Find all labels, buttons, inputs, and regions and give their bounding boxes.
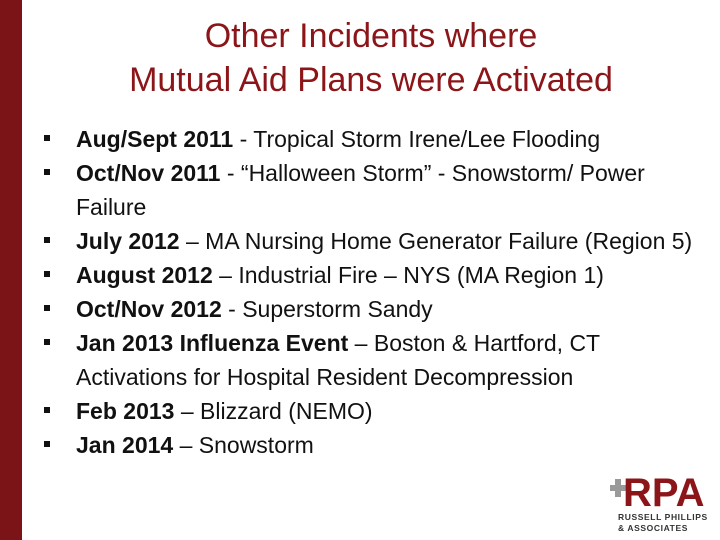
list-item <box>44 326 710 394</box>
list-item <box>44 122 710 156</box>
item-date: Jan 2013 Influenza Event <box>76 330 349 356</box>
bullet-list <box>44 122 710 462</box>
item-date: July 2012 <box>76 228 180 254</box>
item-date: Aug/Sept 2011 <box>76 126 234 152</box>
item-date: Oct/Nov 2011 <box>76 160 221 186</box>
item-date: Feb 2013 <box>76 398 175 424</box>
item-date: Jan 2014 <box>76 432 174 458</box>
item-text: - Tropical Storm Irene/Lee Flooding <box>233 126 601 152</box>
logo-caption <box>618 512 708 534</box>
left-accent-bar <box>0 0 22 540</box>
bullet-square-icon <box>44 407 50 413</box>
item-date: August 2012 <box>76 262 213 288</box>
item-text: – Industrial Fire – NYS (MA Region 1) <box>212 262 604 288</box>
bullet-square-icon <box>44 339 50 345</box>
logo-caption-line-1: RUSSELL PHILLIPS <box>618 512 708 522</box>
bullet-square-icon <box>44 237 50 243</box>
item-text: – Boston & Hartford, CT Activations for Hospital Resident Decompression <box>76 330 600 390</box>
slide-title <box>22 14 720 102</box>
bullet-square-icon <box>44 271 50 277</box>
title-line-1: Other Incidents where <box>204 17 538 55</box>
company-logo <box>608 470 716 536</box>
list-item <box>44 292 710 326</box>
title-line-2: Mutual Aid Plans were Activated <box>129 61 613 99</box>
item-text: - “Halloween Storm” - Snowstorm/ Power Failure <box>76 160 645 220</box>
rpa-logo-icon <box>608 470 716 510</box>
item-text: – MA Nursing Home Generator Failure (Region 5) <box>179 228 693 254</box>
bullet-square-icon <box>44 135 50 141</box>
item-date: Oct/Nov 2012 <box>76 296 222 322</box>
bullet-square-icon <box>44 169 50 175</box>
list-item <box>44 258 710 292</box>
item-text: - Superstorm Sandy <box>221 296 433 322</box>
list-item <box>44 428 710 462</box>
logo-wordmark: RPA <box>623 471 705 510</box>
logo-plus-vertical <box>615 479 621 497</box>
bullet-square-icon <box>44 305 50 311</box>
list-item <box>44 224 710 258</box>
list-item <box>44 156 710 224</box>
item-text: – Snowstorm <box>173 432 314 458</box>
item-text: – Blizzard (NEMO) <box>174 398 373 424</box>
logo-caption-line-2: & ASSOCIATES <box>618 523 689 533</box>
list-item <box>44 394 710 428</box>
bullet-square-icon <box>44 441 50 447</box>
